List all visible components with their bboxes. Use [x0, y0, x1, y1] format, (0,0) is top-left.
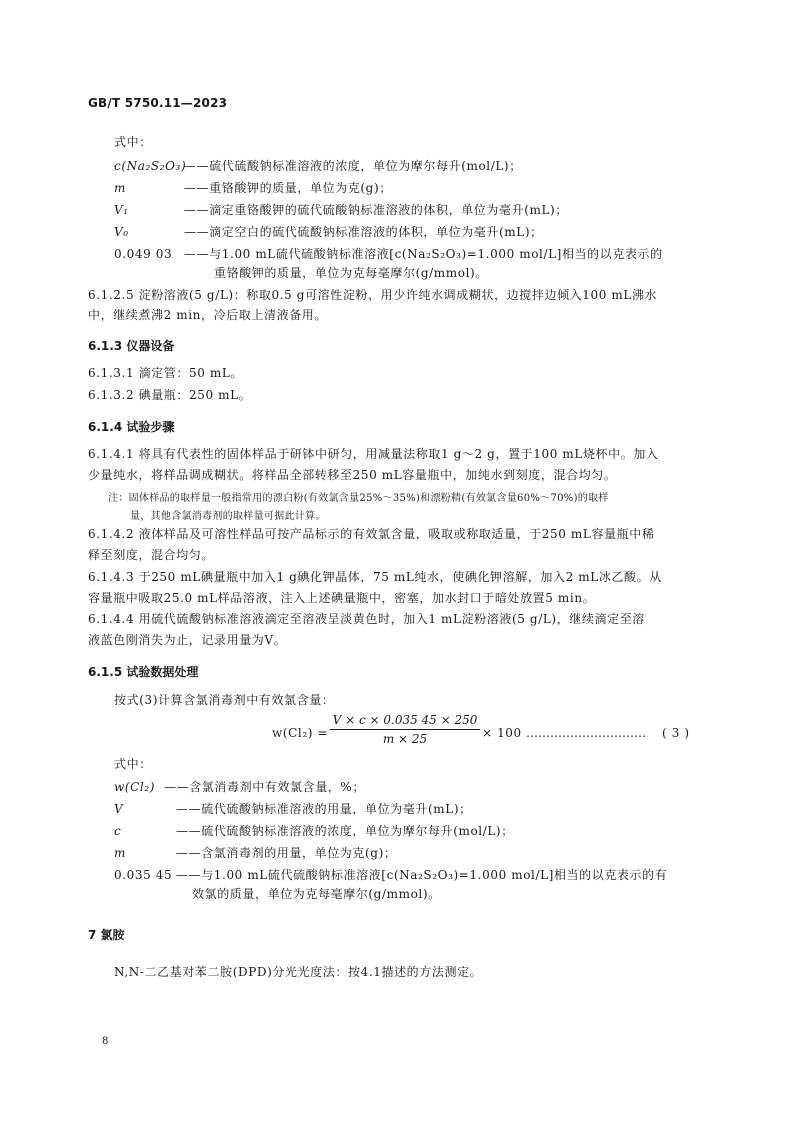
def-symbol: V₀	[114, 225, 129, 239]
page-number: 8	[102, 1036, 109, 1047]
paragraph-6-1-4-3-cont: 容量瓶中吸取25.0 mL样品溶液，注入上述碘量瓶中，密塞，加水封口于暗处放置5 min。	[88, 591, 596, 605]
paragraph-6-1-4-1: 6.1.4.1 将具有代表性的固体样品于研钵中研匀，用减量法称取1 g～2 g，置于100 mL烧杯中。加入	[88, 447, 659, 461]
def-description: ——硫代硫酸钠标准溶液的用量，单位为毫升(mL)；	[176, 802, 472, 816]
paragraph-6-1-4-2-cont: 释至刻度，混合均匀。	[88, 548, 215, 562]
paragraph-6-1-4-1-cont: 少量纯水，将样品调成糊状。将样品全部转移至250 mL容量瓶中，加纯水到刻度，混合均匀。	[88, 468, 617, 482]
section-heading-6-1-3: 6.1.3 仪器设备	[88, 339, 175, 353]
def-continuation: 效氯的质量，单位为克每毫摩尔(g/mmol)。	[192, 887, 441, 901]
def-symbol: 0.049 03	[114, 247, 173, 261]
def-description: ——重铬酸钾的质量，单位为克(g)；	[184, 181, 392, 195]
paragraph-6-1-3-2: 6.1.3.2 碘量瓶：250 mL。	[88, 388, 252, 402]
def-description: ——与1.00 mL硫代硫酸钠标准溶液[c(Na₂S₂O₃)=1.000 mol/L]相当的以克表示的	[184, 247, 663, 261]
def-description: ——与1.00 mL硫代硫酸钠标准溶液[c(Na₂S₂O₃)=1.000 mol/L]相当的以克表示的有	[176, 868, 668, 882]
paragraph-6-1-3-1: 6.1.3.1 滴定管：50 mL。	[88, 366, 244, 380]
def-symbol: w(Cl₂)	[114, 780, 156, 794]
where-label: 式中：	[114, 757, 152, 771]
paragraph-6-1-2-5-cont: 中，继续煮沸2 min，冷后取上清液备用。	[88, 308, 327, 322]
def-description: ——滴定空白的硫代硫酸钠标准溶液的体积，单位为毫升(mL)；	[184, 225, 543, 239]
section-heading-7: 7 氯胺	[88, 928, 125, 942]
section-heading-6-1-5: 6.1.5 试验数据处理	[88, 665, 199, 679]
def-continuation: 重铬酸钾的质量，单位为克每毫摩尔(g/mmol)。	[214, 266, 488, 280]
def-description: ——含氯消毒剂中有效氯含量，%；	[164, 780, 366, 794]
paragraph-6-1-4-4: 6.1.4.4 用硫代硫酸钠标准溶液滴定至溶液呈淡黄色时，加入1 mL淀粉溶液(5 g/L)，继续滴定至溶	[88, 612, 645, 626]
def-symbol: V₁	[114, 203, 129, 217]
formula-denominator: m × 25	[382, 732, 428, 746]
def-symbol: m	[114, 846, 126, 860]
def-description: ——滴定重铬酸钾的硫代硫酸钠标准溶液的体积，单位为毫升(mL)；	[184, 203, 568, 217]
paragraph-6-1-4-4-cont: 液蓝色刚消失为止，记录用量为V。	[88, 633, 287, 647]
formula-number: ( 3 )	[662, 726, 690, 740]
formula-leader-dots: …………………………	[526, 726, 646, 740]
where-label: 式中：	[114, 135, 152, 149]
paragraph-7: N,N-二乙基对苯二胺(DPD)分光光度法：按4.1描述的方法测定。	[114, 965, 483, 979]
def-symbol: V	[114, 802, 124, 816]
section-heading-6-1-4: 6.1.4 试验步骤	[88, 420, 175, 434]
formula-numerator: V × c × 0.035 45 × 250	[330, 713, 480, 730]
def-symbol: c	[114, 824, 122, 838]
def-description: ——含氯消毒剂的用量，单位为克(g)；	[176, 846, 397, 860]
def-symbol: m	[114, 181, 126, 195]
note-cont: 量，其他含氯消毒剂的取样量可据此计算。	[130, 511, 326, 522]
def-symbol: c(Na₂S₂O₃)	[114, 159, 187, 173]
paragraph-6-1-4-3: 6.1.4.3 于250 mL碘量瓶中加入1 g碘化钾晶体，75 mL纯水，使碘化钾溶解，加入2 mL冰乙酸。从	[88, 570, 662, 584]
def-description: ——硫代硫酸钠标准溶液的浓度，单位为摩尔每升(mol/L)；	[184, 159, 522, 173]
standard-header: GB/T 5750.11—2023	[88, 96, 228, 110]
paragraph-6-1-2-5: 6.1.2.5 淀粉溶液(5 g/L)：称取0.5 g可溶性淀粉，用少许纯水调成糊状，边搅拌边倾入100 mL沸水	[88, 288, 658, 302]
paragraph-6-1-4-2: 6.1.4.2 液体样品及可溶性样品可按产品标示的有效氯含量，吸取或称取适量，于250 mL容量瓶中稀	[88, 527, 655, 541]
formula-multiplier: × 100	[482, 726, 522, 740]
def-description: ——硫代硫酸钠标准溶液的浓度，单位为摩尔每升(mol/L)；	[176, 824, 514, 838]
formula-intro: 按式(3)计算含氯消毒剂中有效氯含量：	[114, 693, 335, 707]
note: 注：固体样品的取样量一般指常用的漂白粉(有效氯含量25%～35%)和漂粉精(有效氯含量60%～70%)的取样	[108, 493, 609, 504]
formula-fraction	[330, 713, 480, 746]
def-symbol: 0.035 45	[114, 868, 173, 882]
formula-lhs: w(Cl₂) =	[272, 726, 329, 740]
